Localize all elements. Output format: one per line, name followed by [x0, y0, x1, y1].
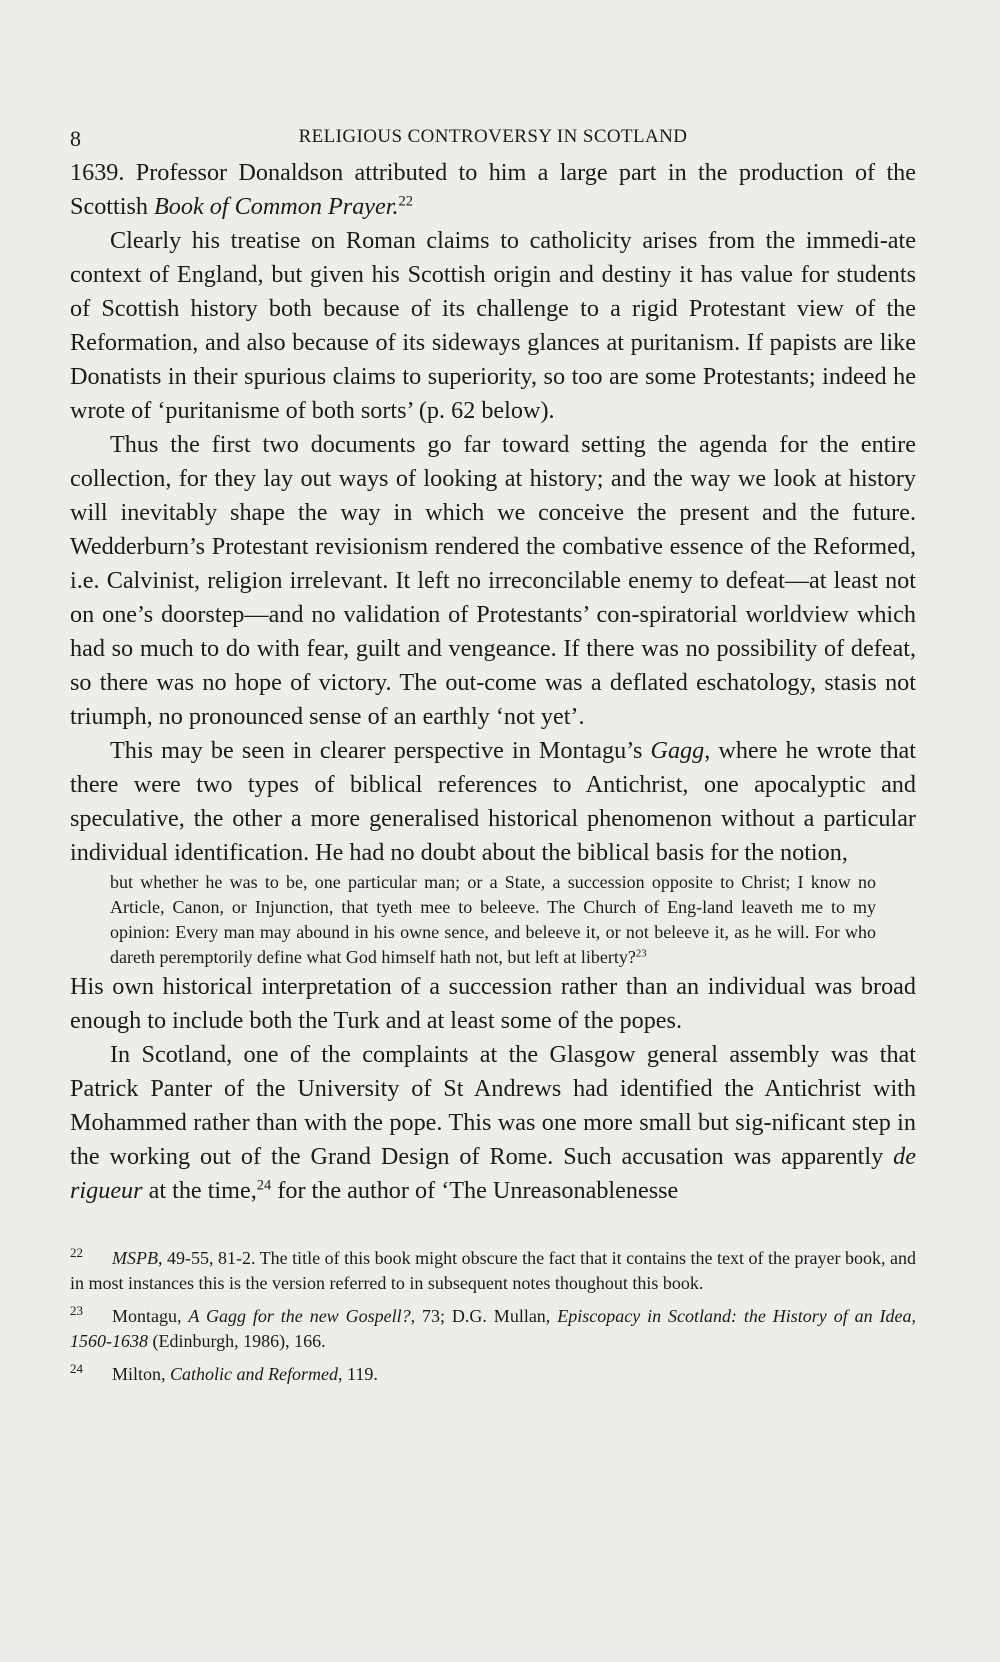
de-rigueur: de rigueur	[70, 1143, 916, 1204]
footnote-number: 22	[70, 1245, 83, 1260]
block-quote	[110, 870, 916, 970]
footnote-23-text-cont: , 73; D.G. Mullan,	[410, 1306, 558, 1327]
book-page	[70, 120, 916, 1389]
footnote-22	[70, 1240, 916, 1296]
footnote-ref-22: 22	[398, 193, 414, 210]
block-quote-text: but whether he was to be, one particular man; or a State, a succession opposite to Christ; I know no Article, Canon, or Injunction, that tyeth mee to beleeve. The Church of Eng-land leaveth me to my opinion: Every man may abound in his owne sence, and beleeve it, or not beleeve it, as he will. For who dareth peremptorily define what God himself hath not, but left at liberty?	[110, 872, 876, 967]
footnote-22-text: , 49-55, 81-2. The title of this book might obscure the fact that it contains the text of the prayer book, and in most instances this is the version referred to in subsequent notes thoughout this book.	[70, 1248, 916, 1294]
footnotes	[70, 1240, 916, 1387]
paragraph-6-text: In Scotland, one of the complaints at the Glasgow general assembly was that Patrick Panter of the University of St Andrews had identified the Antichrist with Mohammed rather than with the pope. This was one more small but sig-nificant step in the working out of the Grand Design of Rome. Such accusation was apparently	[70, 1041, 916, 1170]
footnote-23-text-end: (Edinburgh, 1986), 166.	[148, 1331, 326, 1352]
paragraph-6-text-cont: at the time,	[142, 1177, 257, 1204]
paragraph-4-text-cont: , where he wrote that there were two types of biblical references to Antichrist, one apocalyptic and speculative, the other a more generalised historical phenomenon without a particular individual identification. He had no doubt about the biblical basis for the notion,	[70, 737, 916, 866]
paragraph-4	[70, 734, 916, 870]
page-header	[70, 120, 916, 154]
footnote-number: 24	[70, 1361, 83, 1377]
footnote-24-text-end: , 119.	[338, 1364, 378, 1385]
paragraph-1	[70, 156, 916, 224]
book-title: Book of Common Prayer.	[154, 193, 399, 220]
footnote-22-abbrev: MSPB	[112, 1248, 158, 1269]
page-number: 8	[70, 126, 82, 151]
footnote-24-title: Catholic and Reformed	[170, 1364, 338, 1385]
paragraph-2: Clearly his treatise on Roman claims to catholicity arises from the immedi-ate context of England, but given his Scottish origin and destiny it has value for students of Scottish history both because of its challenge to a rigid Protestant view of the Reformation, and also because of its sideways glances at puritanism. If papists are like Donatists in their spurious claims to superiority, so too are some Protestants; indeed he wrote of ‘puritanisme of both sorts’ (p. 62 below).	[70, 227, 916, 424]
footnote-24-text: Milton,	[112, 1364, 171, 1385]
footnote-23	[70, 1298, 916, 1354]
footnote-ref-24: 24	[256, 1177, 272, 1194]
paragraph-1-text: 1639. Professor Donaldson attributed to him a large part in the production of the Scottish	[70, 159, 916, 220]
footnote-24	[70, 1356, 916, 1387]
running-head: RELIGIOUS CONTROVERSY IN SCOTLAND	[298, 126, 688, 147]
paragraph-5: His own historical interpretation of a succession rather than an individual was broad enough to include both the Turk and at least some of the popes.	[70, 973, 916, 1034]
footnote-23-title-2: Episcopacy in Scotland: the History of an Idea, 1560-1638	[70, 1306, 916, 1352]
footnote-number: 23	[70, 1303, 83, 1319]
footnote-23-title-1: A Gagg for the new Gospell?	[188, 1306, 411, 1327]
paragraph-6-text-end: for the author of ‘The Unreasonablenesse	[271, 1177, 679, 1204]
paragraph-3: Thus the first two documents go far toward setting the agenda for the entire collection, for they lay out ways of looking at history; and the way we look at history will inevitably shape the way in which we conceive the present and the future. Wedderburn’s Protestant revisionism rendered the combative essence of the Reformed, i.e. Calvinist, religion irrelevant. It left no irreconcilable enemy to defeat—at least not on one’s doorstep—and no validation of Protestants’ con-spiratorial worldview which had so much to do with fear, guilt and vengeance. If there was no possibility of defeat, so there was no hope of victory. The out-come was a deflated eschatology, stasis not triumph, no pronounced sense of an earthly ‘not yet’.	[70, 431, 916, 730]
paragraph-6	[70, 1038, 916, 1208]
footnote-23-text: Montagu,	[112, 1306, 189, 1327]
paragraph-4-text: This may be seen in clearer perspective in Montagu’s	[110, 737, 651, 764]
footnote-ref-23: 23	[635, 947, 647, 960]
body-text	[70, 156, 916, 1208]
gagg-title: Gagg	[650, 737, 705, 764]
